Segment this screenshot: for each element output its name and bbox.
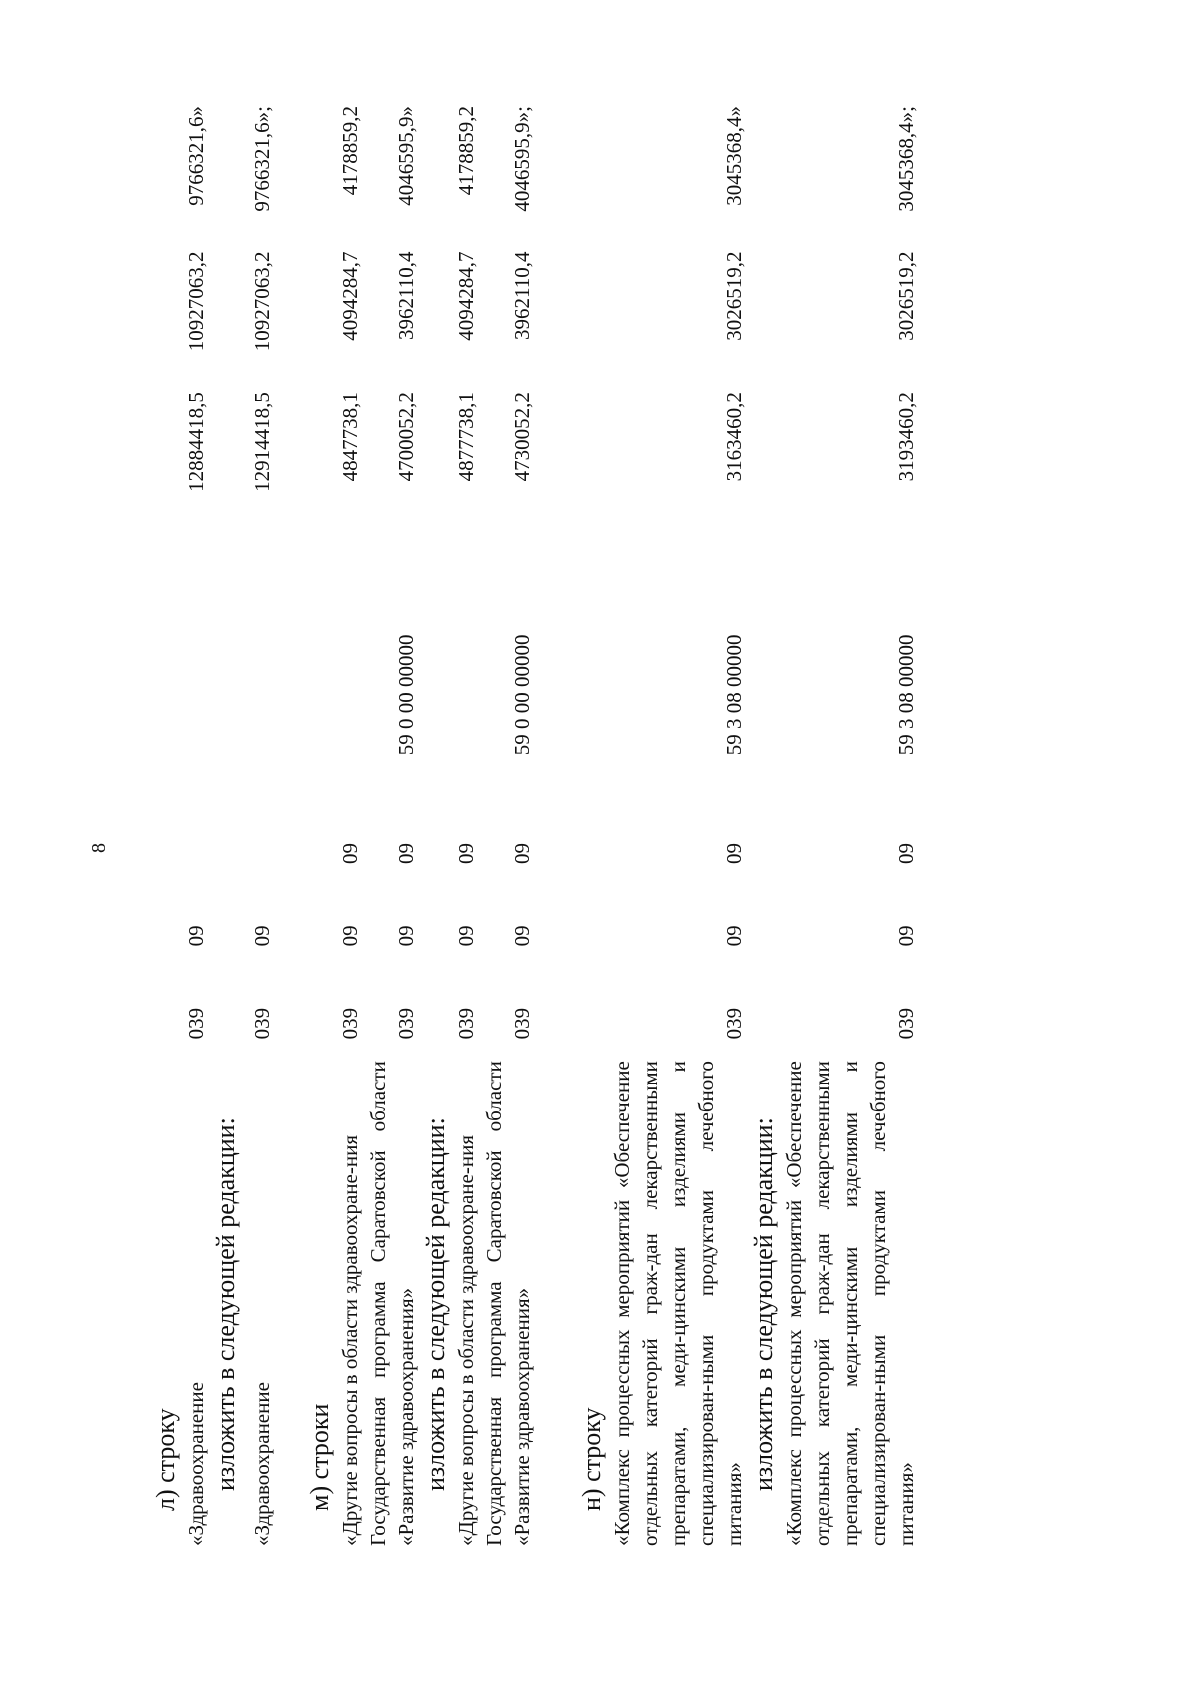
row-value-1: 12884418,5 [184, 392, 208, 492]
table-row [780, 106, 920, 1546]
row-value-3: 4178859,2 [454, 106, 478, 196]
row-subsection: 09 [394, 842, 418, 864]
section-n-connector: изложить в следующей редакции: [749, 1117, 778, 1491]
row-section: 09 [184, 925, 208, 947]
table-row [608, 106, 748, 1546]
row-section: 09 [454, 925, 478, 947]
row-target: 59 0 00 00000 [510, 634, 534, 756]
section-n-heading: н) строку [577, 1407, 606, 1511]
row-subsection: 09 [722, 842, 746, 864]
row-section: 09 [894, 925, 918, 947]
section-m-connector: изложить в следующей редакции: [421, 1117, 450, 1491]
row-target: 59 3 08 00000 [722, 634, 746, 756]
row-value-3: 3045368,4» [722, 106, 746, 206]
row-section: 09 [394, 925, 418, 947]
row-value-2: 4094284,7 [454, 251, 478, 341]
row-section: 09 [510, 925, 534, 947]
row-target: 59 0 00 00000 [394, 634, 418, 756]
table-row [364, 106, 420, 1546]
row-section: 09 [338, 925, 362, 947]
row-gov: 039 [894, 1007, 918, 1040]
row-gov: 039 [250, 1007, 274, 1040]
row-name: Государственная программа Саратовской области «Развитие здравоохранения» [482, 1061, 534, 1546]
row-value-1: 3193460,2 [894, 392, 918, 482]
row-value-3: 9766321,6»; [250, 106, 274, 212]
row-section: 09 [250, 925, 274, 947]
table-row [480, 106, 536, 1546]
row-value-2: 3026519,2 [722, 251, 746, 341]
row-gov: 039 [454, 1007, 478, 1040]
row-gov: 039 [338, 1007, 362, 1040]
row-name: «Комплекс процессных мероприятий «Обеспечение отдельных категорий граж-дан лекарственными препаратами, меди-цинскими изделиями и специализирован-ными продуктами лечебного питания» [610, 1061, 746, 1546]
row-value-2: 3962110,4 [394, 251, 418, 340]
table-row [182, 106, 210, 1546]
row-value-1: 12914418,5 [250, 392, 274, 492]
row-value-1: 3163460,2 [722, 392, 746, 482]
row-section: 09 [722, 925, 746, 947]
row-value-1: 4730052,2 [510, 392, 534, 482]
row-gov: 039 [184, 1007, 208, 1040]
row-name: «Здравоохранение [184, 1382, 208, 1546]
row-value-2: 3962110,4 [510, 251, 534, 340]
section-l-connector: изложить в следующей редакции: [211, 1117, 240, 1491]
row-value-1: 4847738,1 [338, 392, 362, 482]
row-value-3: 4178859,2 [338, 106, 362, 196]
row-value-2: 10927063,2 [184, 251, 208, 352]
row-gov: 039 [722, 1007, 746, 1040]
row-value-3: 9766321,6» [184, 106, 208, 206]
row-value-1: 4700052,2 [394, 392, 418, 482]
row-name: «Другие вопросы в области здравоохране-ния [454, 1135, 478, 1546]
row-subsection: 09 [454, 842, 478, 864]
row-subsection: 09 [510, 842, 534, 864]
row-name: Государственная программа Саратовской области «Развитие здравоохранения» [366, 1061, 418, 1546]
row-value-2: 10927063,2 [250, 251, 274, 352]
row-subsection: 09 [894, 842, 918, 864]
table-row [336, 106, 364, 1546]
row-value-2: 4094284,7 [338, 251, 362, 341]
row-name: «Комплекс процессных мероприятий «Обеспечение отдельных категорий граж-дан лекарственными препаратами, меди-цинскими изделиями и специализирован-ными продуктами лечебного питания» [782, 1061, 918, 1546]
table-row [452, 106, 480, 1546]
row-subsection: 09 [338, 842, 362, 864]
page-number: 8 [88, 843, 110, 853]
table-row [248, 106, 276, 1546]
row-gov: 039 [510, 1007, 534, 1040]
row-target: 59 3 08 00000 [894, 634, 918, 756]
row-value-3: 4046595,9»; [510, 106, 534, 212]
row-value-2: 3026519,2 [894, 251, 918, 341]
row-value-1: 4877738,1 [454, 392, 478, 482]
row-name: «Здравоохранение [250, 1382, 274, 1546]
row-name: «Другие вопросы в области здравоохране-ния [338, 1135, 362, 1546]
section-m-heading: м) строки [305, 1403, 334, 1511]
section-l-heading: л) строку [151, 1408, 180, 1511]
row-gov: 039 [394, 1007, 418, 1040]
row-value-3: 3045368,4»; [894, 106, 918, 212]
amendments-block [150, 106, 920, 1546]
row-value-3: 4046595,9» [394, 106, 418, 206]
